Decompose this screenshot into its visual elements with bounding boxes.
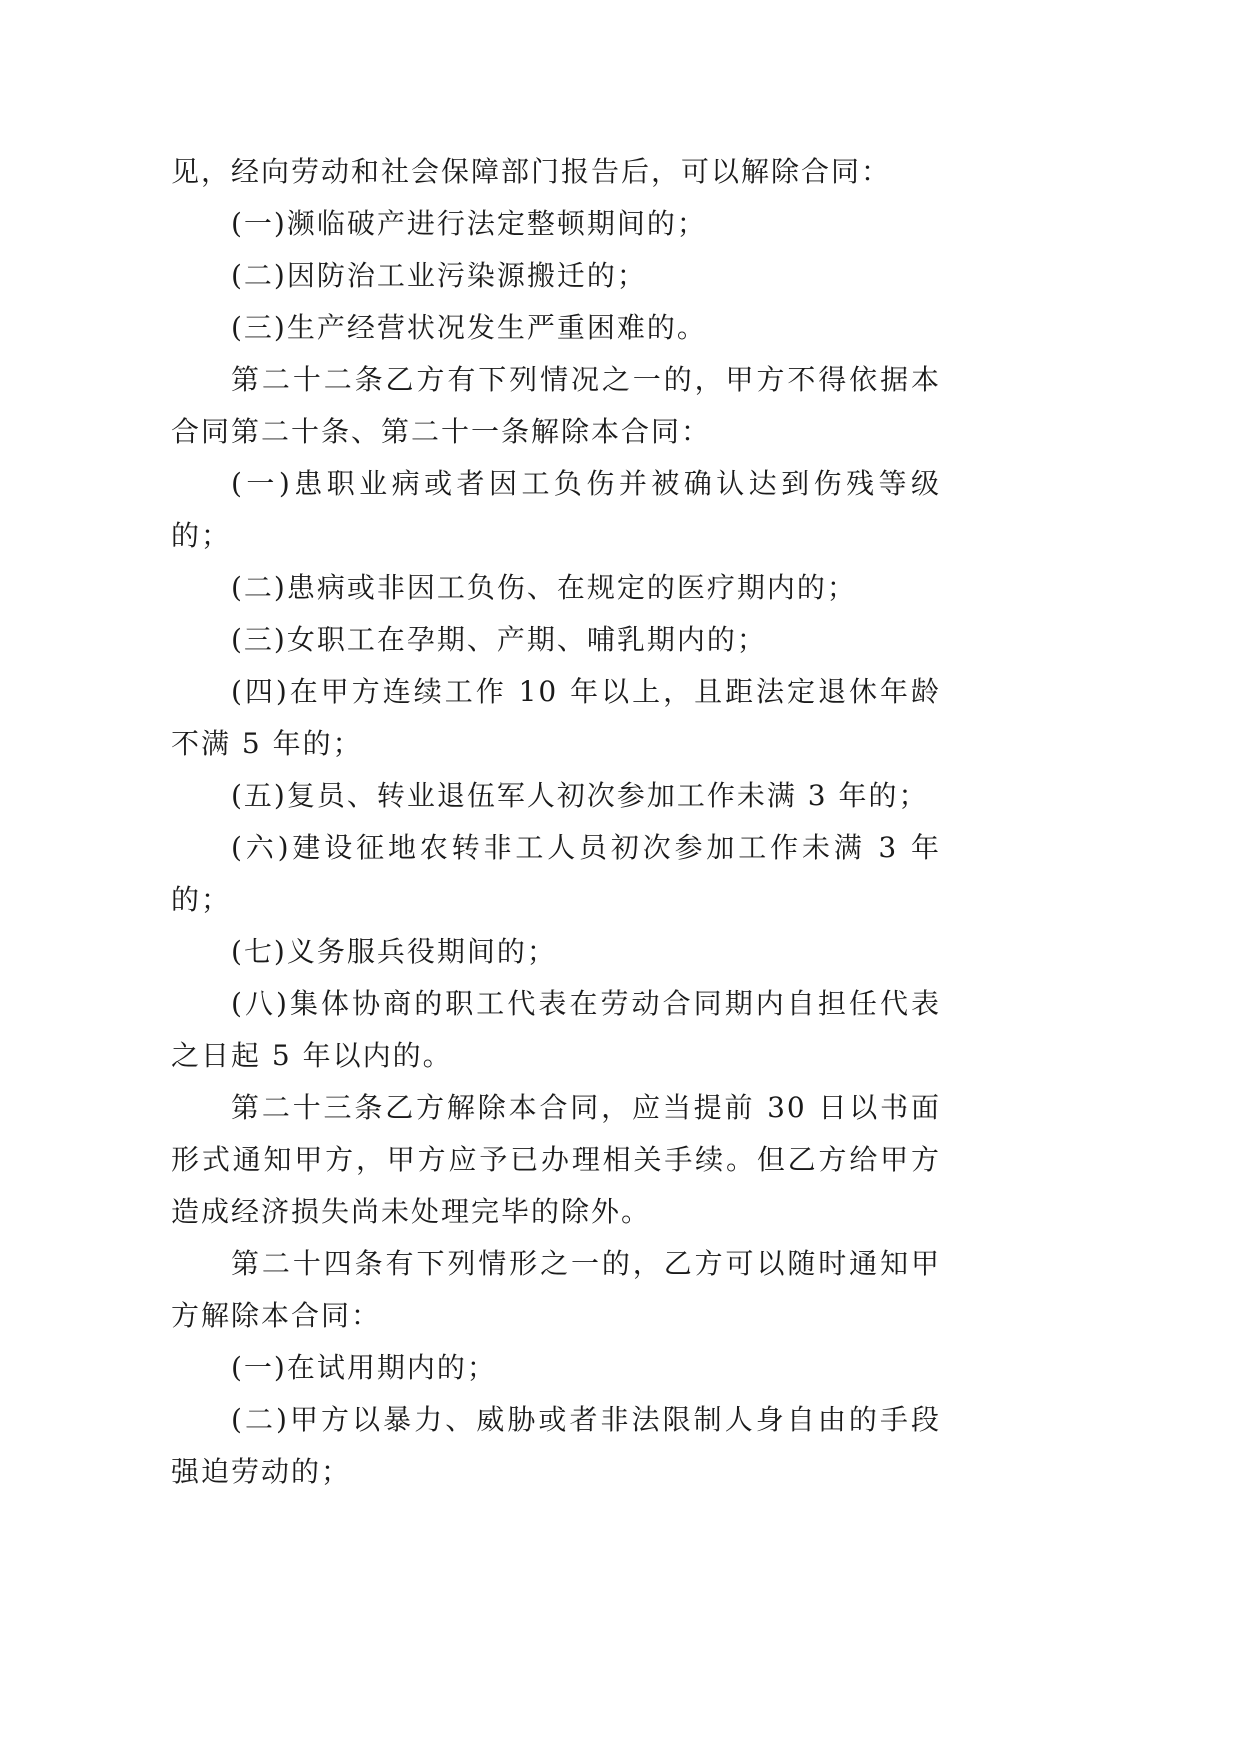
list-item: (六)建设征地农转非工人员初次参加工作未满 3 年的； [171,831,941,916]
list-item: (七)义务服兵役期间的； [231,935,557,968]
list-item: (一)在试用期内的； [231,1351,497,1384]
list-item: (一)患职业病或者因工负伤并被确认达到伤残等级的； [171,467,941,552]
article-22: 第二十二条乙方有下列情况之一的，甲方不得依据本合同第二十条、第二十一条解除本合同： [171,363,941,448]
list-item: (八)集体协商的职工代表在劳动合同期内自担任代表之日起 5 年以内的。 [171,987,941,1072]
list-item: (三)女职工在孕期、产期、哺乳期内的； [231,623,767,656]
document-body [171,146,941,1498]
list-item: (二)因防治工业污染源搬迁的； [231,259,647,292]
paragraph-continuation: 见，经向劳动和社会保障部门报告后，可以解除合同： [171,155,892,188]
list-item: (三)生产经营状况发生严重困难的。 [231,311,707,344]
article-24: 第二十四条有下列情形之一的，乙方可以随时通知甲方解除本合同： [171,1247,941,1332]
list-item: (五)复员、转业退伍军人初次参加工作未满 3 年的； [231,779,929,812]
list-item: (二)甲方以暴力、威胁或者非法限制人身自由的手段强迫劳动的； [171,1403,941,1488]
list-item: (一)濒临破产进行法定整顿期间的； [231,207,707,240]
list-item: (二)患病或非因工负伤、在规定的医疗期内的； [231,571,857,604]
article-23: 第二十三条乙方解除本合同，应当提前 30 日以书面形式通知甲方，甲方应予已办理相关手续。但乙方给甲方造成经济损失尚未处理完毕的除外。 [171,1091,941,1228]
list-item: (四)在甲方连续工作 10 年以上，且距法定退休年龄不满 5 年的； [171,675,941,760]
